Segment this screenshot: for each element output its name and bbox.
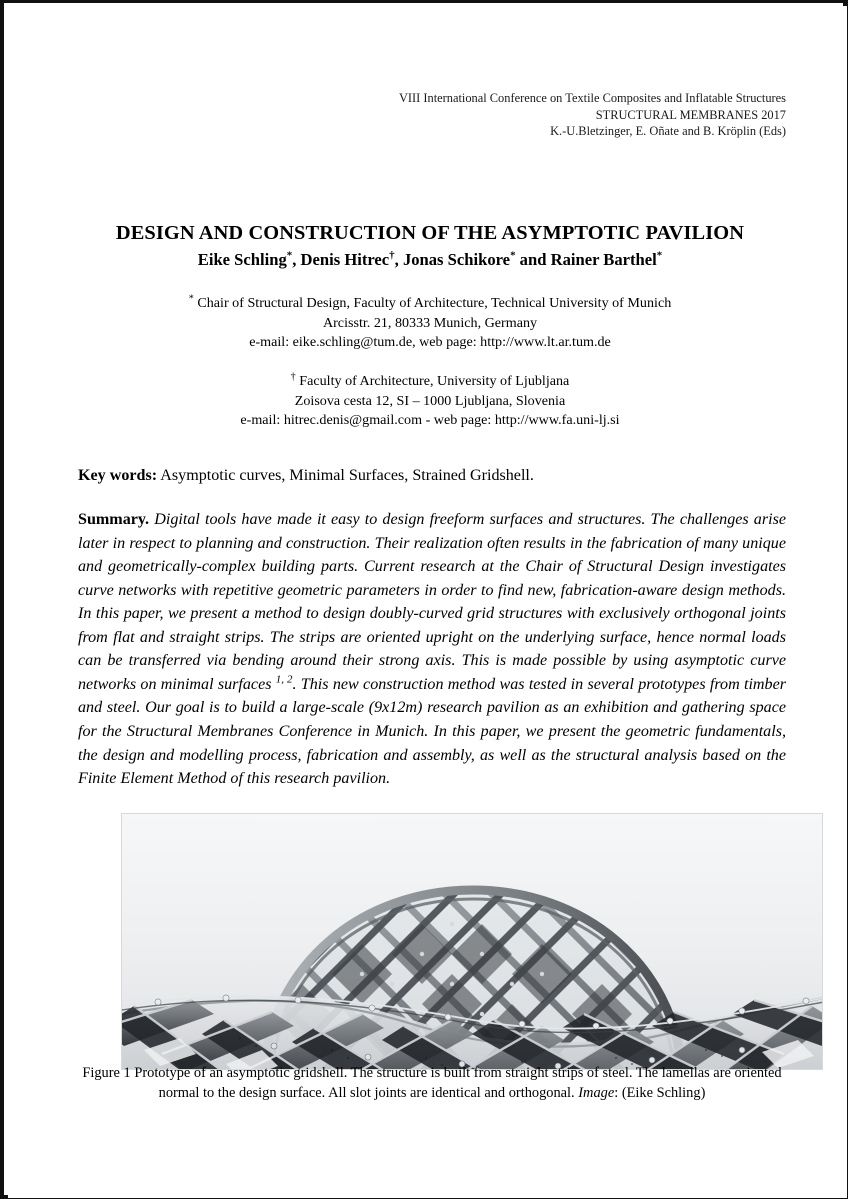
affiliation-2-mark: † [290, 371, 296, 383]
affiliation-1-contact: e-mail: eike.schling@tum.de, web page: http://www.lt.ar.tum.de [249, 334, 611, 351]
author-separator-1: , [292, 250, 301, 269]
affiliation-1-mark: * [188, 293, 194, 305]
author-affiliation-mark-3: * [510, 249, 516, 262]
affiliation-1-line1: Chair of Structural Design, Faculty of Architecture, Technical University of Munich [197, 295, 672, 311]
author-name-4: Rainer Barthel [550, 250, 657, 269]
affiliation-1-institution [74, 294, 786, 314]
caption-credit-label: Image [578, 1085, 615, 1102]
summary-text-part-2: . This new construction method was tested in several prototypes from timber and steel. Our goal is to build a large-scale (9x12m) research pavilion as an exhibition and gathering space for the Structural Membranes Conference in Munich. In this paper, we present the geometric fundamentals, the design and modelling process, fabrication and assembly, as well as the structural analysis based on the Finite Element Method of this research pavilion. [78, 675, 787, 788]
author-affiliation-mark-2: † [389, 249, 395, 262]
page-content [8, 6, 847, 1198]
author-affiliation-mark-4: * [656, 249, 663, 262]
header-series-line: STRUCTURAL MEMBRANES 2017 [595, 107, 786, 122]
figure-1-caption [76, 1063, 788, 1104]
figure-1 [121, 813, 823, 1070]
affiliation-2-contact: e-mail: hitrec.denis@gmail.com - web page: http://www.fa.uni-lj.si [240, 412, 620, 429]
figure-1-photo [121, 813, 823, 1070]
affiliation-1-address: Arcisstr. 21, 80333 Munich, Germany [322, 314, 538, 331]
affiliation-2-institution [74, 372, 786, 392]
keywords-line [78, 465, 786, 487]
summary-label: Summary. [78, 511, 150, 529]
author-separator-3: and [515, 250, 551, 269]
summary-paragraph [78, 508, 786, 791]
summary-citation-superscript: 1, 2 [275, 673, 293, 686]
header-editors-line: K.-U.Bletzinger, E. Oñate and B. Kröplin (Eds) [550, 124, 786, 139]
affiliation-block-1 [74, 294, 786, 353]
keywords-label: Key words: [78, 467, 158, 485]
affiliation-block-2 [74, 372, 786, 431]
gridshell-illustration [122, 814, 823, 1070]
author-name-2: Denis Hitrec [300, 250, 390, 269]
affiliation-2-line1: Faculty of Architecture, University of Ljubljana [299, 373, 570, 389]
author-separator-2: , [394, 250, 403, 269]
caption-text-part-1: Figure 1 Prototype of an asymptotic gridshell. The structure is built from straight strips of steel. The lamellas are oriented normal to the design surface. All slot joints are identical and orthogonal. [82, 1065, 782, 1102]
page-title: DESIGN AND CONSTRUCTION OF THE ASYMPTOTIC PAVILION [115, 221, 745, 244]
author-affiliation-mark-1: * [286, 249, 293, 262]
author-list [74, 248, 786, 272]
caption-text-part-2: : (Eike Schling) [614, 1085, 706, 1102]
author-name-3: Jonas Schikore [402, 250, 511, 269]
affiliation-2-address: Zoisova cesta 12, SI – 1000 Ljubljana, Slovenia [294, 392, 566, 409]
keywords-text: Asymptotic curves, Minimal Surfaces, Strained Gridshell. [157, 467, 534, 485]
header-conference-line: VIII International Conference on Textile Composites and Inflatable Structures [398, 91, 786, 105]
summary-text-part-1: Digital tools have made it easy to design freeform surfaces and structures. The challenges arise later in respect to planning and construction. Their realization often results in the fabrication of many unique and geometrically-complex building parts. Current research at the Chair of Structural Design investigates curve networks with repetitive geometric parameters in order to find new, fabrication-aware design methods. In this paper, we present a method to design doubly-curved grid structures with exclusively orthogonal joints from flat and straight strips. The strips are oriented upright on the underlying surface, hence normal loads can be transferred via bending around their strong axis. This is made possible by using asymptotic curve networks on minimal surfaces [78, 511, 786, 693]
author-name-1: Eike Schling [197, 250, 287, 269]
running-header [74, 90, 786, 140]
